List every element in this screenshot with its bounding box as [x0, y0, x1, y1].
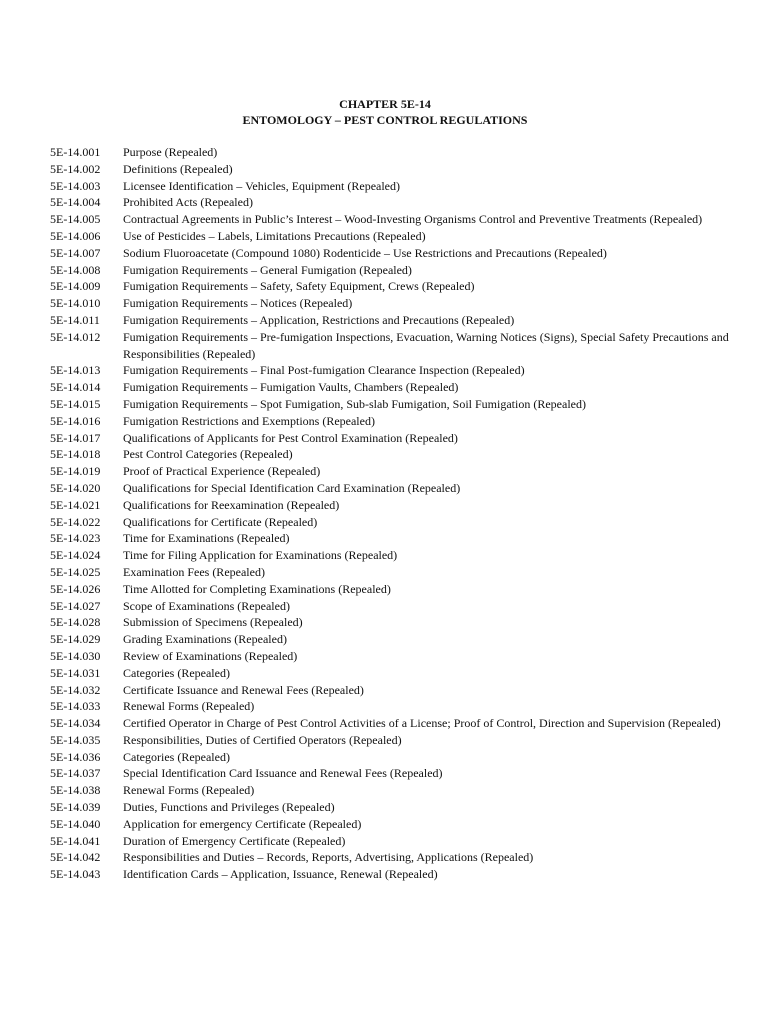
rule-entry [50, 379, 730, 396]
rule-number: 5E-14.035 [50, 732, 101, 747]
rule-title: Identification Cards – Application, Issuance, Renewal (Repealed) [123, 867, 438, 882]
rule-number: 5E-14.022 [50, 514, 101, 529]
rule-title: Sodium Fluoroacetate (Compound 1080) Rodenticide – Use Restrictions and Precautions (Repealed) [123, 245, 607, 260]
rule-number: 5E-14.028 [50, 615, 101, 630]
rule-title: Fumigation Requirements – Final Post-fumigation Clearance Inspection (Repealed) [123, 363, 525, 378]
rule-number: 5E-14.020 [50, 480, 101, 495]
rule-number: 5E-14.018 [50, 447, 101, 462]
rule-title: Fumigation Requirements – General Fumigation (Repealed) [123, 262, 412, 277]
rule-title: Renewal Forms (Repealed) [123, 699, 255, 714]
rule-title: Prohibited Acts (Repealed) [123, 195, 253, 210]
rule-number: 5E-14.040 [50, 816, 101, 831]
rule-number: 5E-14.001 [50, 145, 101, 159]
rule-entry [50, 782, 730, 799]
rule-number: 5E-14.009 [50, 279, 101, 294]
rule-number: 5E-14.024 [50, 548, 101, 563]
rule-title: Pest Control Categories (Repealed) [123, 447, 293, 462]
rule-entry [50, 497, 730, 514]
rule-number: 5E-14.042 [50, 850, 101, 865]
rule-entry [50, 816, 730, 833]
rule-entry [50, 765, 730, 782]
rule-entry [50, 446, 730, 463]
rule-title: Responsibilities, Duties of Certified Operators (Repealed) [123, 732, 402, 747]
rule-title: Categories (Repealed) [123, 665, 230, 680]
rule-number: 5E-14.013 [50, 363, 101, 378]
rule-number: 5E-14.004 [50, 195, 101, 210]
rule-title: Categories (Repealed) [123, 749, 230, 764]
rule-title: Time for Filing Application for Examinations (Repealed) [123, 548, 398, 563]
rule-title: Purpose (Repealed) [123, 145, 218, 159]
rule-title: Fumigation Restrictions and Exemptions (Repealed) [123, 413, 375, 428]
rule-title: Time Allotted for Completing Examinations (Repealed) [123, 581, 391, 596]
rule-entry [50, 849, 730, 866]
rule-title: Qualifications for Reexamination (Repealed) [123, 497, 340, 512]
rule-entry [50, 648, 730, 665]
rule-title: Responsibilities and Duties – Records, Reports, Advertising, Applications (Repealed) [123, 850, 534, 865]
rule-entry [50, 295, 730, 312]
rule-title: Contractual Agreements in Public’s Interest – Wood-Investing Organisms Control and Preventive Treatments (Repealed) [123, 212, 703, 227]
rule-number: 5E-14.030 [50, 648, 101, 663]
rule-number: 5E-14.032 [50, 682, 101, 697]
rule-number: 5E-14.016 [50, 413, 101, 428]
rule-title: Licensee Identification – Vehicles, Equipment (Repealed) [123, 178, 401, 193]
rule-title: Grading Examinations (Repealed) [123, 632, 287, 647]
rule-number: 5E-14.017 [50, 430, 101, 445]
rule-title: Application for emergency Certificate (Repealed) [123, 816, 362, 831]
rule-number: 5E-14.023 [50, 531, 101, 546]
rule-number: 5E-14.036 [50, 749, 101, 764]
rule-number: 5E-14.041 [50, 833, 101, 848]
rule-entry [50, 833, 730, 850]
rule-title: Qualifications for Certificate (Repealed) [123, 514, 318, 529]
rule-entry [50, 598, 730, 615]
rule-title: Renewal Forms (Repealed) [123, 783, 255, 798]
rule-entry [50, 178, 730, 195]
rule-number: 5E-14.015 [50, 396, 101, 411]
rule-title: Qualifications for Special Identification Card Examination (Repealed) [123, 480, 461, 495]
rule-entry [50, 362, 730, 379]
rule-entry [50, 749, 730, 766]
chapter-heading: CHAPTER 5E-14 [339, 97, 431, 111]
rule-entry [50, 463, 730, 480]
rule-entry [50, 866, 730, 883]
rule-number: 5E-14.019 [50, 464, 101, 479]
rule-entry [50, 682, 730, 699]
rule-number: 5E-14.014 [50, 380, 101, 395]
rule-title: Fumigation Requirements – Fumigation Vaults, Chambers (Repealed) [123, 380, 459, 395]
rule-entry [50, 514, 730, 531]
rule-number: 5E-14.031 [50, 665, 101, 680]
rule-title: Proof of Practical Experience (Repealed) [123, 464, 321, 479]
rule-number: 5E-14.005 [50, 212, 101, 227]
rule-title: Submission of Specimens (Repealed) [123, 615, 303, 630]
rule-title: Qualifications of Applicants for Pest Control Examination (Repealed) [123, 430, 458, 445]
rule-entry [50, 396, 730, 413]
rule-title: Use of Pesticides – Labels, Limitations Precautions (Repealed) [123, 228, 426, 243]
rule-list [50, 144, 730, 883]
rule-entry [50, 631, 730, 648]
rule-title: Duration of Emergency Certificate (Repealed) [123, 833, 346, 848]
rule-entry [50, 480, 730, 497]
rule-number: 5E-14.029 [50, 632, 101, 647]
rule-number: 5E-14.012 [50, 329, 101, 344]
rule-number: 5E-14.003 [50, 178, 101, 193]
rule-title: Fumigation Requirements – Spot Fumigation, Sub-slab Fumigation, Soil Fumigation (Repealed) [123, 396, 586, 411]
rule-title: Fumigation Requirements – Pre-fumigation Inspections, Evacuation, Warning Notices (Signs), Special Safety Precautions and Responsibilities (Repealed) [123, 329, 729, 361]
rule-entry [50, 430, 730, 447]
rule-number: 5E-14.007 [50, 245, 101, 260]
rule-number: 5E-14.011 [50, 312, 100, 327]
rule-title: Scope of Examinations (Repealed) [123, 598, 290, 613]
rule-entry [50, 547, 730, 564]
rule-entry [50, 194, 730, 211]
rule-title: Certificate Issuance and Renewal Fees (Repealed) [123, 682, 364, 697]
rule-entry [50, 228, 730, 245]
rule-title: Definitions (Repealed) [123, 161, 233, 176]
rule-entry [50, 581, 730, 598]
rule-entry [50, 329, 730, 363]
rule-entry [50, 530, 730, 547]
rule-title: Review of Examinations (Repealed) [123, 648, 298, 663]
rule-entry [50, 799, 730, 816]
rule-entry [50, 413, 730, 430]
rule-entry [50, 245, 730, 262]
rule-number: 5E-14.006 [50, 228, 101, 243]
rule-entry [50, 665, 730, 682]
rule-number: 5E-14.037 [50, 766, 101, 781]
rule-number: 5E-14.002 [50, 161, 101, 176]
rule-number: 5E-14.033 [50, 699, 101, 714]
rule-number: 5E-14.043 [50, 867, 101, 882]
rule-number: 5E-14.039 [50, 800, 101, 815]
rule-title: Fumigation Requirements – Application, Restrictions and Precautions (Repealed) [123, 312, 515, 327]
rule-number: 5E-14.038 [50, 783, 101, 798]
rule-entry [50, 614, 730, 631]
rule-entry [50, 715, 730, 732]
rule-entry [50, 312, 730, 329]
rule-title: Time for Examinations (Repealed) [123, 531, 290, 546]
rule-entry [50, 732, 730, 749]
rule-entry [50, 262, 730, 279]
rule-title: Certified Operator in Charge of Pest Control Activities of a License; Proof of Control, Direction and Supervision (Repealed) [123, 716, 721, 731]
rule-number: 5E-14.008 [50, 262, 101, 277]
rule-entry [50, 144, 730, 161]
rule-number: 5E-14.027 [50, 598, 101, 613]
rule-number: 5E-14.026 [50, 581, 101, 596]
rule-title: Fumigation Requirements – Notices (Repealed) [123, 296, 353, 311]
rule-title: Special Identification Card Issuance and Renewal Fees (Repealed) [123, 766, 443, 781]
rule-entry [50, 211, 730, 228]
rule-title: Fumigation Requirements – Safety, Safety Equipment, Crews (Repealed) [123, 279, 475, 294]
rule-title: Examination Fees (Repealed) [123, 564, 265, 579]
rule-entry [50, 698, 730, 715]
rule-title: Duties, Functions and Privileges (Repealed) [123, 800, 335, 815]
rule-number: 5E-14.010 [50, 296, 101, 311]
rule-number: 5E-14.034 [50, 716, 101, 731]
rule-entry [50, 564, 730, 581]
rule-entry [50, 278, 730, 295]
chapter-title: ENTOMOLOGY – PEST CONTROL REGULATIONS [242, 113, 528, 127]
rule-number: 5E-14.025 [50, 564, 101, 579]
rule-entry [50, 161, 730, 178]
rule-number: 5E-14.021 [50, 497, 101, 512]
